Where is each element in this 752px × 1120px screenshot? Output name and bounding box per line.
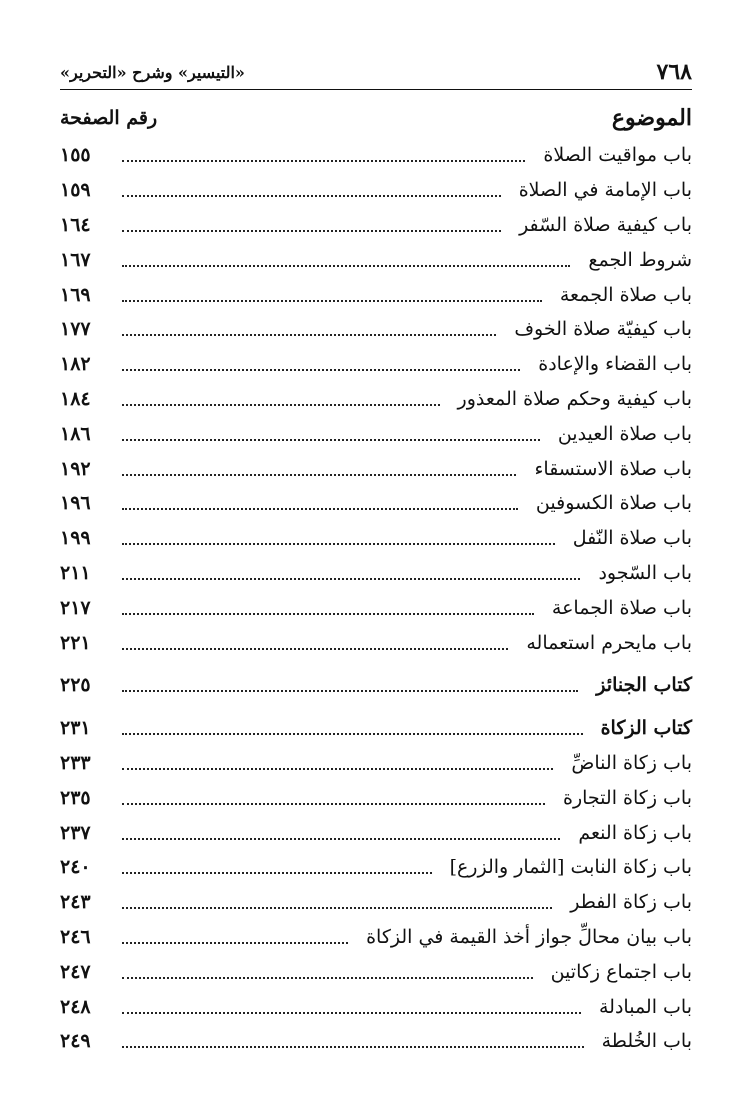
toc-entry-page: ١٩٩ [60, 527, 91, 550]
toc-entry-page: ١٩٢ [60, 457, 91, 480]
toc-entry-page: ٢٣٥ [60, 786, 91, 809]
toc-entry [60, 989, 692, 1024]
toc-entry-page: ٢٢٥ [60, 674, 91, 697]
toc-entry-page: ٢١١ [60, 561, 91, 584]
dot-leader [122, 558, 580, 580]
toc-entry-page: ٢٢١ [60, 631, 91, 654]
toc-entry [60, 208, 692, 243]
book-title: «التيسير» وشرح «التحرير» [60, 62, 245, 82]
dot-leader [122, 488, 518, 510]
toc-entry [60, 885, 692, 920]
toc-entry [60, 242, 692, 277]
toc-entry-title: باب الخُلطة [601, 1030, 692, 1053]
toc-entry-page: ١٨٢ [60, 353, 91, 376]
dot-leader [122, 280, 542, 302]
toc-entry [60, 850, 692, 885]
toc-entry-title: كتاب الجنائز [596, 674, 692, 697]
toc-entry-title: باب كيفيّة صلاة الخوف [514, 318, 692, 341]
running-header [60, 55, 692, 90]
dot-leader [122, 593, 534, 615]
toc-entry-title: باب صلاة الجماعة [551, 596, 692, 619]
dot-leader [122, 628, 508, 650]
toc-entry-title: باب القضاء والإعادة [538, 353, 692, 376]
dot-leader [122, 175, 501, 197]
toc-entry [60, 521, 692, 556]
toc-entry-title: باب السّجود [598, 561, 692, 584]
toc-entry-page: ١٦٩ [60, 283, 91, 306]
dot-leader [122, 713, 583, 735]
toc-entry-title: باب الإمامة في الصلاة [518, 179, 692, 202]
column-headers [60, 98, 692, 138]
toc-entry-page: ١٥٥ [60, 144, 91, 167]
toc-entry-page: ٢٤٧ [60, 960, 91, 983]
toc-entry-page: ٢٣٣ [60, 751, 91, 774]
dot-leader [122, 748, 553, 770]
toc-entry-title: باب كيفية صلاة السّفر [519, 213, 692, 236]
toc-entry-title: باب صلاة الاستسقاء [534, 457, 692, 480]
dot-leader [122, 140, 525, 162]
toc-entry-page: ١٨٦ [60, 422, 91, 445]
toc-entry-title: باب صلاة النّفل [572, 527, 692, 550]
dot-leader [122, 384, 440, 406]
dot-leader [122, 887, 552, 909]
toc-entry [60, 277, 692, 312]
toc-entry-page: ٢٤٣ [60, 891, 91, 914]
toc-chapter-entry [60, 711, 692, 746]
dot-leader [122, 349, 520, 371]
dot-leader [122, 957, 533, 979]
toc-entry [60, 1024, 692, 1059]
toc-entry-title: باب زكاة النابت [الثمار والزرع] [449, 856, 692, 879]
toc-entry-page: ١٦٤ [60, 213, 91, 236]
toc-entry-title: باب المبادلة [598, 995, 692, 1018]
toc-entry-title: باب صلاة الكسوفين [535, 492, 692, 515]
toc-entry-title: باب زكاة الفطر [570, 891, 692, 914]
dot-leader [122, 210, 501, 232]
dot-leader [122, 314, 496, 336]
toc-entry-title: باب زكاة التجارة [563, 786, 692, 809]
toc-entry-page: ٢٤٩ [60, 1030, 91, 1053]
dot-leader [122, 419, 540, 441]
toc-entry-title: باب مايحرم استعماله [526, 631, 692, 654]
toc-entry [60, 780, 692, 815]
toc-entry [60, 954, 692, 989]
toc-entry [60, 486, 692, 521]
toc-entry-title: باب زكاة النعم [578, 821, 692, 844]
dot-leader [122, 992, 581, 1014]
toc-entry [60, 382, 692, 417]
dot-leader [122, 818, 560, 840]
toc-entry-page: ٢٣١ [60, 717, 91, 740]
toc-entry-title: باب كيفية وحكم صلاة المعذور [457, 387, 692, 410]
table-of-contents [60, 138, 692, 1053]
toc-entry [60, 347, 692, 382]
toc-entry [60, 416, 692, 451]
toc-entry [60, 590, 692, 625]
toc-entry-page: ٢٤٨ [60, 995, 91, 1018]
column-header-page: رقم الصفحة [60, 107, 158, 129]
toc-entry-page: ١٩٦ [60, 492, 91, 515]
dot-leader [122, 523, 555, 545]
dot-leader [122, 454, 516, 476]
toc-entry-page: ٢١٧ [60, 596, 91, 619]
toc-entry [60, 920, 692, 955]
toc-entry-title: باب بيان محالِّ جواز أخذ القيمة في الزكاة [366, 925, 692, 948]
toc-entry-title: باب صلاة الجمعة [559, 283, 692, 306]
dot-leader [122, 852, 432, 874]
toc-entry-page: ٢٤٦ [60, 925, 91, 948]
toc-chapter-entry [60, 668, 692, 703]
page-number: ٧٦٨ [656, 59, 692, 85]
dot-leader [122, 783, 545, 805]
toc-entry [60, 815, 692, 850]
dot-leader [122, 922, 348, 944]
toc-entry-page: ١٨٤ [60, 387, 91, 410]
dot-leader [122, 670, 578, 692]
toc-entry [60, 625, 692, 660]
toc-entry [60, 138, 692, 173]
toc-entry-page: ٢٣٧ [60, 821, 91, 844]
toc-entry [60, 451, 692, 486]
dot-leader [122, 245, 570, 267]
column-header-topic: الموضوع [611, 105, 692, 131]
toc-entry-title: باب مواقيت الصلاة [543, 144, 692, 167]
toc-entry-page: ١٥٩ [60, 179, 91, 202]
dot-leader [122, 1026, 584, 1048]
toc-entry [60, 746, 692, 781]
toc-entry-page: ١٦٧ [60, 248, 91, 271]
toc-entry-page: ٢٤٠ [60, 856, 91, 879]
toc-entry-title: شروط الجمع [588, 248, 692, 271]
toc-entry [60, 173, 692, 208]
toc-entry-title: باب اجتماع زكاتين [550, 960, 692, 983]
toc-entry [60, 312, 692, 347]
toc-entry-title: كتاب الزكاة [600, 717, 692, 740]
toc-entry-title: باب زكاة الناضِّ [571, 751, 692, 774]
toc-entry-title: باب صلاة العيدين [557, 422, 692, 445]
toc-entry [60, 556, 692, 591]
toc-entry-page: ١٧٧ [60, 318, 91, 341]
